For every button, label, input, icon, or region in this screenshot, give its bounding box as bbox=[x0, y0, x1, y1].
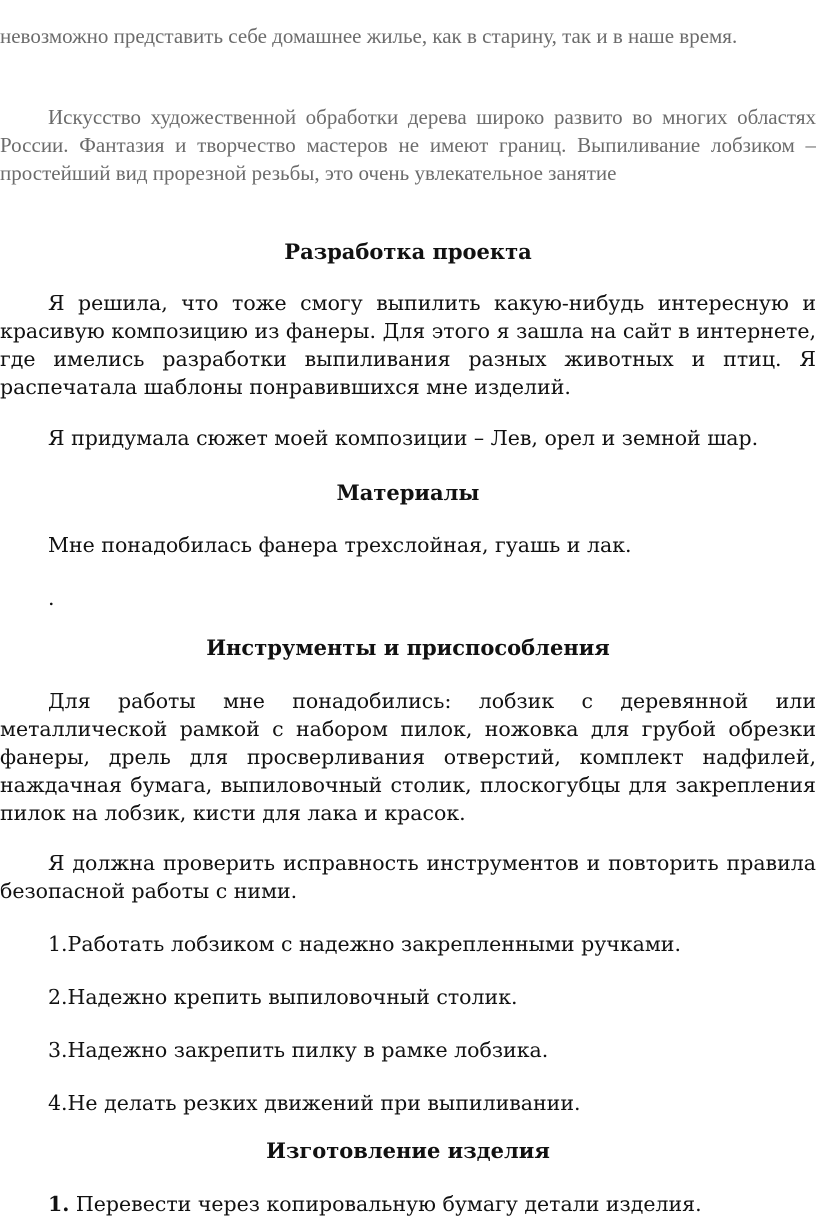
rule-item-2: 2.Надежно крепить выпиловочный столик. bbox=[48, 985, 518, 1009]
project-paragraph-1: Я решила, что тоже смогу выпилить какую-нибудь интересную и красивую композицию из фанеры. Для этого я зашла на сайт в интернете, где имелись разработки выпиливания разных животных и птиц. Я распечатала шаблоны понравившихся мне изделий. bbox=[0, 291, 816, 399]
tools-paragraph-2: Я должна проверить исправность инструментов и повторить правила безопасной работы с ними. bbox=[0, 851, 816, 903]
heading-tools: Инструменты и приспособления bbox=[206, 635, 610, 660]
rule-item-3: 3.Надежно закрепить пилку в рамке лобзика. bbox=[48, 1038, 549, 1062]
materials-paragraph: Мне понадобилась фанера трехслойная, гуашь и лак. bbox=[48, 533, 632, 557]
rule-item-4: 4.Не делать резких движений при выпиливании. bbox=[48, 1091, 581, 1115]
step-number: 1. bbox=[48, 1192, 70, 1216]
project-paragraph-2: Я придумала сюжет моей композиции – Лев, орел и земной шар. bbox=[48, 426, 759, 450]
step-text: Перевести через копировальную бумагу детали изделия. bbox=[69, 1192, 702, 1216]
tools-paragraph-1: Для работы мне понадобились: лобзик с деревянной или металлической рамкой с набором пилок, ножовка для грубой обрезки фанеры, дрель для просверливания отверстий, комплект надфилей, наждачная бумага, выпиловочный столик, плоскогубцы для закрепления пилок на лобзик, кисти для лака и красок. bbox=[0, 689, 816, 825]
intro-continuation: невозможно представить себе домашнее жилье, как в старину, так и в наше время. bbox=[0, 24, 738, 48]
heading-project: Разработка проекта bbox=[284, 239, 532, 264]
heading-manufacturing: Изготовление изделия bbox=[266, 1138, 550, 1163]
materials-dot: . bbox=[48, 586, 55, 610]
rule-item-1: 1.Работать лобзиком с надежно закрепленными ручками. bbox=[48, 932, 681, 956]
heading-materials: Материалы bbox=[336, 480, 480, 505]
manufacturing-step-1 bbox=[0, 1190, 816, 1218]
intro-art-paragraph: Искусство художественной обработки дерева широко развито во многих областях России. Фантазия и творчество мастеров не имеют границ. Выпиливание лобзиком – простейший вид прорезной резьбы, это очень увлекательное занятие bbox=[0, 105, 816, 185]
